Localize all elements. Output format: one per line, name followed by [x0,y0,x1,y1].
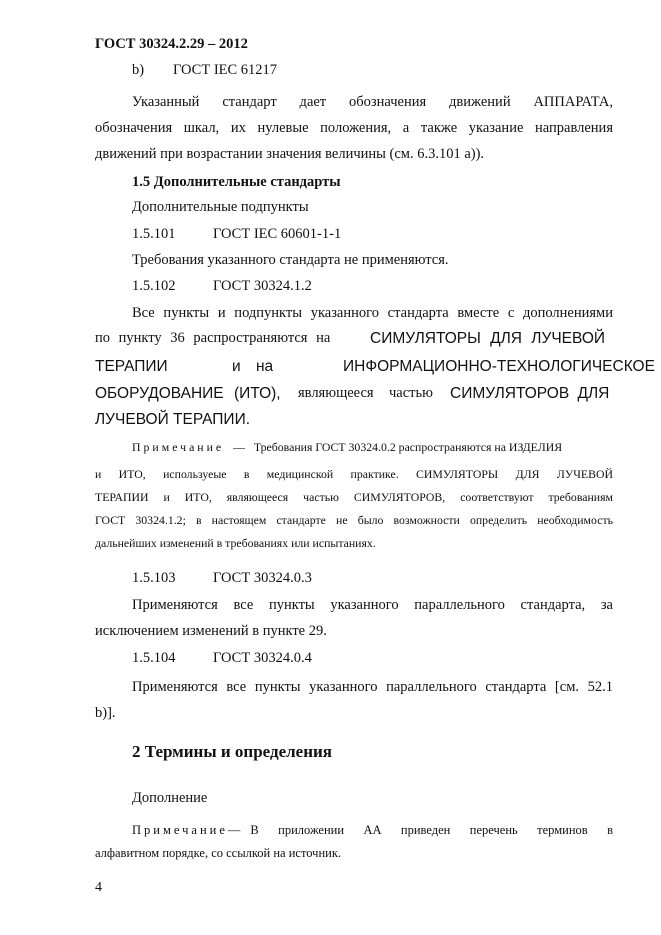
addition-label: Дополнение [132,790,208,806]
item-102-line4b: (ИТО), [234,385,281,402]
item-102-line4e: СИМУЛЯТОРОВ ДЛЯ [450,385,610,402]
item-102-line4c: являющееся [298,385,374,401]
item-104-standard: ГОСТ 30324.0.4 [213,650,312,666]
note2-label: Примечание [132,823,228,837]
item-104-line2: b)]. [95,705,116,721]
item-103-standard: ГОСТ 30324.0.3 [213,570,312,586]
item-101-number: 1.5.101 [132,226,176,242]
para1-line2: обозначения шкал, их нулевые положения, а также указание направления [95,120,613,136]
note1-label: Примечание [132,440,225,454]
note2-first-line [132,823,613,838]
note1-line2: и ИТО, используеые в медицинской практике. СИМУЛЯТОРЫ ДЛЯ ЛУЧЕВОЙ [95,467,613,481]
item-102-line4a: ОБОРУДОВАНИЕ [95,385,224,402]
list-label-b: b) [132,62,145,78]
note1-line5: дальнейших изменений в требованиях или испытаниях. [95,536,376,550]
page-number: 4 [95,880,102,895]
sub-intro: Дополнительные подпункты [132,199,309,215]
document-header: ГОСТ 30324.2.29 – 2012 [95,36,248,52]
item-103-number: 1.5.103 [132,570,176,586]
note1-line4: ГОСТ 30324.1.2; в настоящем стандарте не было возможности определить необходимость [95,513,613,527]
note1-first-line [132,440,562,455]
item-103-line1: Применяются все пункты указанного параллельного стандарта, за [132,597,613,613]
section-2-title: 2 Термины и определения [132,742,333,761]
item-102-line4d: частью [389,385,433,401]
item-102-standard: ГОСТ 30324.1.2 [213,278,312,294]
item-102-number: 1.5.102 [132,278,176,294]
note2-dash: — [227,823,241,837]
item-104-line1: Применяются все пункты указанного параллельного стандарта [см. 52.1 [132,679,613,695]
section-1-5-title: 1.5 Дополнительные стандарты [132,174,341,190]
note2-line2: алфавитном порядке, со ссылкой на источник. [95,846,342,860]
note1-line1: Требования ГОСТ 30324.0.2 распространяются на ИЗДЕЛИЯ [253,440,563,454]
list-text-b: ГОСТ IEC 61217 [173,62,278,78]
item-102-line3d: ИНФОРМАЦИОННО-ТЕХНОЛОГИЧЕСКОЕ [343,358,655,375]
item-102-line2b: СИМУЛЯТОРЫ ДЛЯ ЛУЧЕВОЙ [370,330,606,347]
item-103-line2: исключением изменений в пункте 29. [95,623,327,639]
item-104-number: 1.5.104 [132,650,176,666]
note1-line3: ТЕРАПИИ и ИТО, являющееся частью СИМУЛЯТОРОВ, соответствуют требованиям [95,490,613,504]
para1-line3: движений при возрастании значения величины (см. 6.3.101 а)). [95,146,485,162]
para1-line1: Указанный стандарт дает обозначения движений АППАРАТА, [132,94,613,110]
item-102-line3a: ТЕРАПИИ [95,358,168,375]
item-102-line3c: на [256,358,274,375]
item-101-standard: ГОСТ IEC 60601-1-1 [213,226,342,242]
item-101-text: Требования указанного стандарта не применяются. [132,252,449,268]
note2-line1: В приложении АА приведен перечень терминов в [250,823,613,837]
item-102-line3b: и [232,358,241,375]
item-102-line2a: по пункту 36 распространяются на [95,330,331,346]
item-102-line5: ЛУЧЕВОЙ ТЕРАПИИ. [95,411,251,428]
note1-dash: — [233,440,245,454]
item-102-line1: Все пункты и подпункты указанного стандарта вместе с дополнениями [132,305,613,321]
